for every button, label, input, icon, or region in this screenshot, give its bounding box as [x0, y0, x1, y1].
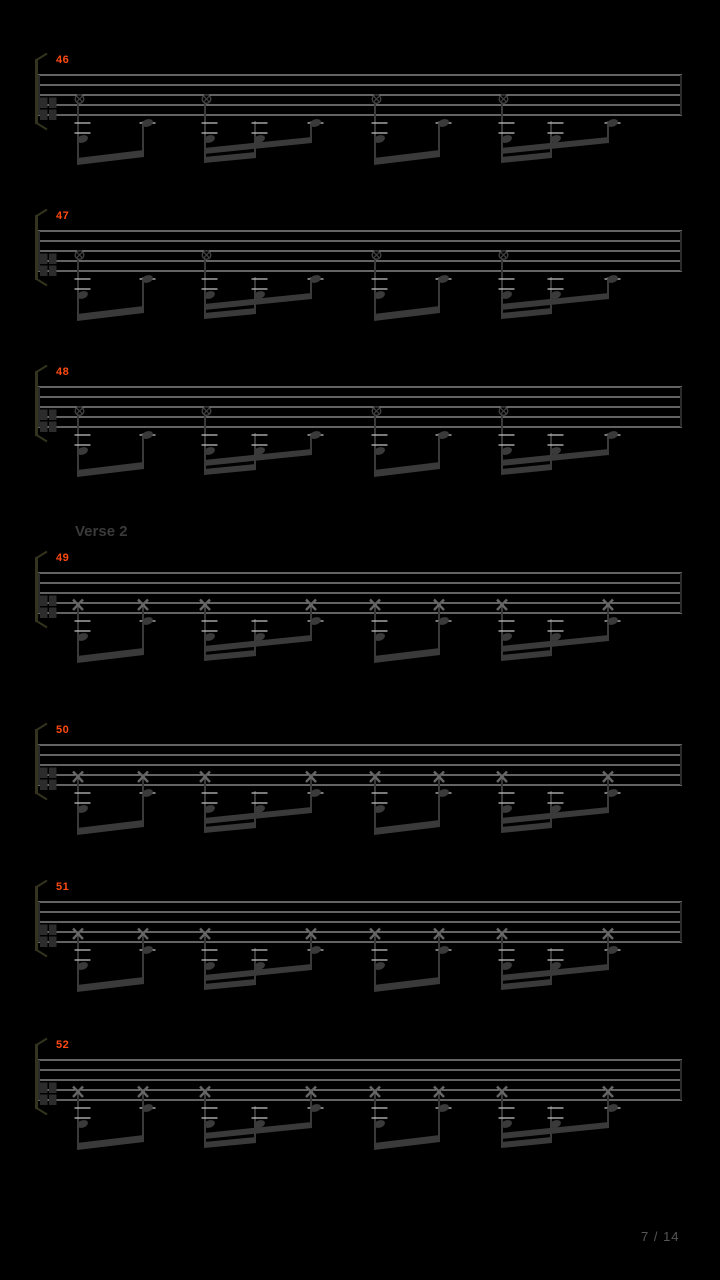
staff-system-48 — [37, 366, 683, 478]
beat-group — [497, 772, 621, 834]
circle-x-notehead — [372, 251, 381, 260]
section-label: Verse 2 — [75, 523, 128, 540]
beat-group — [73, 1087, 156, 1151]
staff-lines — [38, 1060, 682, 1100]
time-signature — [40, 254, 57, 277]
measure-number: 46 — [56, 54, 70, 66]
measure-number: 50 — [56, 724, 70, 736]
beat-group — [497, 1087, 621, 1149]
time-signature — [40, 768, 57, 791]
circle-x-notehead — [499, 407, 508, 416]
staff-lines — [38, 573, 682, 613]
measure-number: 52 — [56, 1039, 70, 1051]
time-signature — [40, 410, 57, 433]
staff-system-52 — [37, 1039, 683, 1151]
staff-system-46 — [37, 54, 683, 166]
time-signature — [40, 98, 57, 121]
staff-lines — [38, 231, 682, 271]
beat-group — [370, 929, 452, 993]
staff-lines — [38, 745, 682, 785]
time-signature — [40, 596, 57, 619]
beat-group — [370, 600, 452, 664]
beat-group — [73, 929, 156, 993]
measure-number: 49 — [56, 552, 70, 564]
beat-group — [497, 929, 621, 991]
measure-number: 48 — [56, 366, 70, 378]
circle-x-notehead — [75, 407, 84, 416]
staff-system-49 — [37, 552, 683, 664]
circle-x-notehead — [499, 251, 508, 260]
circle-x-notehead — [372, 95, 381, 104]
beat-group — [200, 929, 324, 991]
beat-group — [370, 1087, 452, 1151]
beat-group — [200, 1087, 324, 1149]
staff-lines — [38, 387, 682, 427]
staff-system-50 — [37, 724, 683, 836]
circle-x-notehead — [202, 251, 211, 260]
page-indicator: 7 / 14 — [641, 1229, 680, 1244]
staff-lines — [38, 902, 682, 942]
circle-x-notehead — [499, 95, 508, 104]
time-signature — [40, 1083, 57, 1106]
beat-group — [200, 600, 324, 662]
circle-x-notehead — [75, 251, 84, 260]
beat-group — [200, 772, 324, 834]
beat-group — [370, 772, 452, 836]
staff-system-51 — [37, 881, 683, 993]
measure-number: 47 — [56, 210, 70, 222]
beat-group — [497, 600, 621, 662]
circle-x-notehead — [75, 95, 84, 104]
time-signature — [40, 925, 57, 948]
staff-system-47 — [37, 210, 683, 322]
measure-number: 51 — [56, 881, 70, 893]
circle-x-notehead — [372, 407, 381, 416]
beat-group — [73, 772, 156, 836]
circle-x-notehead — [202, 407, 211, 416]
staff-lines — [38, 75, 682, 115]
beat-group — [73, 600, 156, 664]
circle-x-notehead — [202, 95, 211, 104]
